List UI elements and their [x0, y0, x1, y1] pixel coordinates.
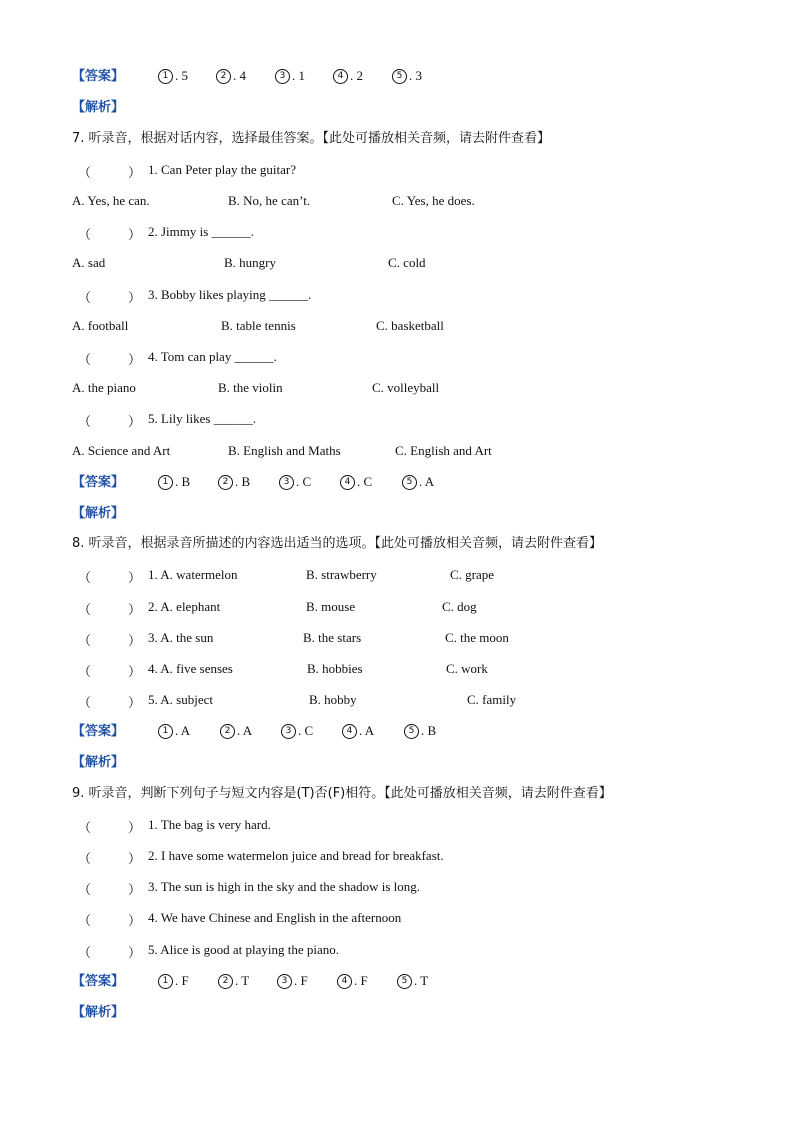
option-a: 4. A. five senses [148, 661, 233, 676]
answer-value: . A [359, 723, 375, 738]
answer-bracket-right: ） [128, 664, 142, 679]
answer-item [218, 474, 250, 490]
option-b: B. mouse [306, 599, 356, 614]
circled-number: 1 [158, 475, 173, 490]
answer-item [158, 973, 189, 989]
answer-item [397, 973, 428, 989]
statement-text: 4. We have Chinese and English in the afternoon [148, 910, 402, 925]
option-a: 1. A. watermelon [148, 567, 238, 582]
option-b: B. hungry [224, 255, 276, 270]
answer-bracket-right: ） [128, 414, 142, 429]
answer-value: . 1 [292, 68, 305, 83]
circled-number: 4 [340, 475, 355, 490]
answer-bracket-left: （ [78, 290, 92, 305]
option-b: B. No, he can’t. [228, 193, 311, 208]
answer-item [340, 474, 372, 490]
answer-bracket-right: ） [128, 820, 142, 835]
circled-number: 5 [392, 69, 407, 84]
answer-bracket-right: ） [128, 570, 142, 585]
option-b: B. the stars [303, 630, 362, 645]
option-b: B. strawberry [306, 567, 377, 582]
circled-number: 5 [404, 724, 419, 739]
option-a: 2. A. elephant [148, 599, 221, 614]
circled-number: 4 [337, 974, 352, 989]
answer-bracket-left: （ [78, 820, 92, 835]
option-a: 3. A. the sun [148, 630, 214, 645]
answer-bracket-right: ） [128, 695, 142, 710]
answer-value: . F [354, 973, 368, 988]
answer-value: . C [296, 474, 312, 489]
answer-bracket-right: ） [128, 882, 142, 897]
circled-number: 4 [342, 724, 357, 739]
answer-bracket-left: （ [78, 165, 92, 180]
answer-label: 【答案】 [72, 69, 125, 84]
option-c: C. basketball [376, 318, 444, 333]
question-text: 4. Tom can play ______. [148, 349, 277, 364]
answer-value: . C [298, 723, 314, 738]
answer-bracket-right: ） [128, 165, 142, 180]
option-b: B. hobby [309, 692, 357, 707]
option-b: B. the violin [218, 380, 283, 395]
option-a: A. sad [72, 255, 106, 270]
statement-text: 2. I have some watermelon juice and bread for breakfast. [148, 848, 444, 863]
answer-bracket-left: （ [78, 570, 92, 585]
answer-bracket-left: （ [78, 633, 92, 648]
option-a: 5. A. subject [148, 692, 213, 707]
answer-item [218, 973, 249, 989]
question-text: 1. Can Peter play the guitar? [148, 162, 297, 177]
option-c: C. work [446, 661, 488, 676]
answer-bracket-right: ） [128, 602, 142, 617]
answer-item [158, 723, 190, 739]
analysis-row-7 [72, 505, 124, 522]
answer-bracket-left: （ [78, 352, 92, 367]
question-9-title: 9. 听录音，判断下列句子与短文内容是(T)否(F)相符。【此处可播放相关音频，请去附件查看】 [72, 786, 612, 801]
statement-text: 5. Alice is good at playing the piano. [148, 942, 339, 957]
option-c: C. cold [388, 255, 426, 270]
answer-value: . C [357, 474, 373, 489]
question-text: 3. Bobby likes playing ______. [148, 287, 312, 302]
answer-bracket-left: （ [78, 602, 92, 617]
answer-label: 【答案】 [72, 724, 125, 739]
answer-bracket-right: ） [128, 227, 142, 242]
circled-number: 3 [279, 475, 294, 490]
circled-number: 1 [158, 974, 173, 989]
answer-bracket-right: ） [128, 290, 142, 305]
analysis-label: 【解析】 [72, 506, 125, 521]
answer-item [277, 973, 308, 989]
answer-item [220, 723, 252, 739]
circled-number: 2 [218, 475, 233, 490]
circled-number: 5 [397, 974, 412, 989]
analysis-label: 【解析】 [72, 1005, 125, 1020]
answer-value: . 5 [175, 68, 188, 83]
answer-item [158, 474, 190, 490]
answer-value: . 4 [233, 68, 246, 83]
circled-number: 4 [333, 69, 348, 84]
answer-bracket-right: ） [128, 352, 142, 367]
answer-bracket-left: （ [78, 851, 92, 866]
circled-number: 5 [402, 475, 417, 490]
answer-value: . B [175, 474, 191, 489]
answer-item [342, 723, 374, 739]
answer-value: . A [419, 474, 435, 489]
answer-value: . F [175, 973, 189, 988]
option-b: B. hobbies [307, 661, 363, 676]
option-b: B. English and Maths [228, 443, 341, 458]
option-c: C. volleyball [372, 380, 440, 395]
answer-value: . A [237, 723, 253, 738]
option-c: C. English and Art [395, 443, 492, 458]
answer-row-7 [72, 474, 124, 491]
answer-value: . A [175, 723, 191, 738]
statement-text: 3. The sun is high in the sky and the shadow is long. [148, 879, 421, 894]
question-8-title: 8. 听录音，根据录音所描述的内容选出适当的选项。【此处可播放相关音频，请去附件查看】 [72, 536, 603, 551]
circled-number: 3 [281, 724, 296, 739]
answer-row-8 [72, 723, 124, 740]
statement-text: 1. The bag is very hard. [148, 817, 271, 832]
answer-bracket-right: ） [128, 945, 142, 960]
circled-number: 1 [158, 724, 173, 739]
circled-number: 2 [218, 974, 233, 989]
option-c: C. family [467, 692, 517, 707]
option-c: C. Yes, he does. [392, 193, 475, 208]
circled-number: 1 [158, 69, 173, 84]
question-7-title: 7. 听录音，根据对话内容，选择最佳答案。【此处可播放相关音频，请去附件查看】 [72, 131, 551, 146]
answer-bracket-right: ） [128, 633, 142, 648]
answer-item [281, 723, 313, 739]
option-a: A. Yes, he can. [72, 193, 150, 208]
option-a: A. football [72, 318, 129, 333]
question-text: 2. Jimmy is ______. [148, 224, 254, 239]
answer-value: . 2 [350, 68, 363, 83]
circled-number: 2 [216, 69, 231, 84]
circled-number: 3 [277, 974, 292, 989]
answer-value: . F [294, 973, 308, 988]
answer-bracket-left: （ [78, 882, 92, 897]
option-c: C. grape [450, 567, 495, 582]
answer-item [216, 68, 246, 84]
answer-item [392, 68, 422, 84]
question-text: 5. Lily likes ______. [148, 411, 256, 426]
analysis-label: 【解析】 [72, 755, 125, 770]
answer-item [404, 723, 436, 739]
circled-number: 3 [275, 69, 290, 84]
option-a: A. the piano [72, 380, 136, 395]
answer-item [333, 68, 363, 84]
answer-value: . T [414, 973, 429, 988]
option-b: B. table tennis [221, 318, 296, 333]
answer-item [279, 474, 311, 490]
answer-row-9 [72, 973, 124, 990]
answer-bracket-left: （ [78, 945, 92, 960]
answer-bracket-right: ） [128, 851, 142, 866]
answer-bracket-left: （ [78, 913, 92, 928]
option-c: C. dog [442, 599, 477, 614]
analysis-row-8 [72, 754, 124, 771]
answer-item [337, 973, 368, 989]
answer-value: . B [421, 723, 437, 738]
answer-bracket-left: （ [78, 695, 92, 710]
analysis-label: 【解析】 [72, 100, 125, 115]
analysis-row-9 [72, 1004, 124, 1021]
answer-item [402, 474, 434, 490]
answer-value: . B [235, 474, 251, 489]
answer-value: . T [235, 973, 250, 988]
answer-bracket-left: （ [78, 227, 92, 242]
analysis-row-6 [72, 99, 124, 116]
answer-bracket-left: （ [78, 664, 92, 679]
option-c: C. the moon [445, 630, 509, 645]
answer-bracket-left: （ [78, 414, 92, 429]
answer-value: . 3 [409, 68, 422, 83]
answer-label: 【答案】 [72, 475, 125, 490]
answer-item [275, 68, 305, 84]
answer-label: 【答案】 [72, 974, 125, 989]
answer-row-6 [72, 68, 124, 85]
circled-number: 2 [220, 724, 235, 739]
answer-item [158, 68, 188, 84]
option-a: A. Science and Art [72, 443, 171, 458]
answer-bracket-right: ） [128, 913, 142, 928]
